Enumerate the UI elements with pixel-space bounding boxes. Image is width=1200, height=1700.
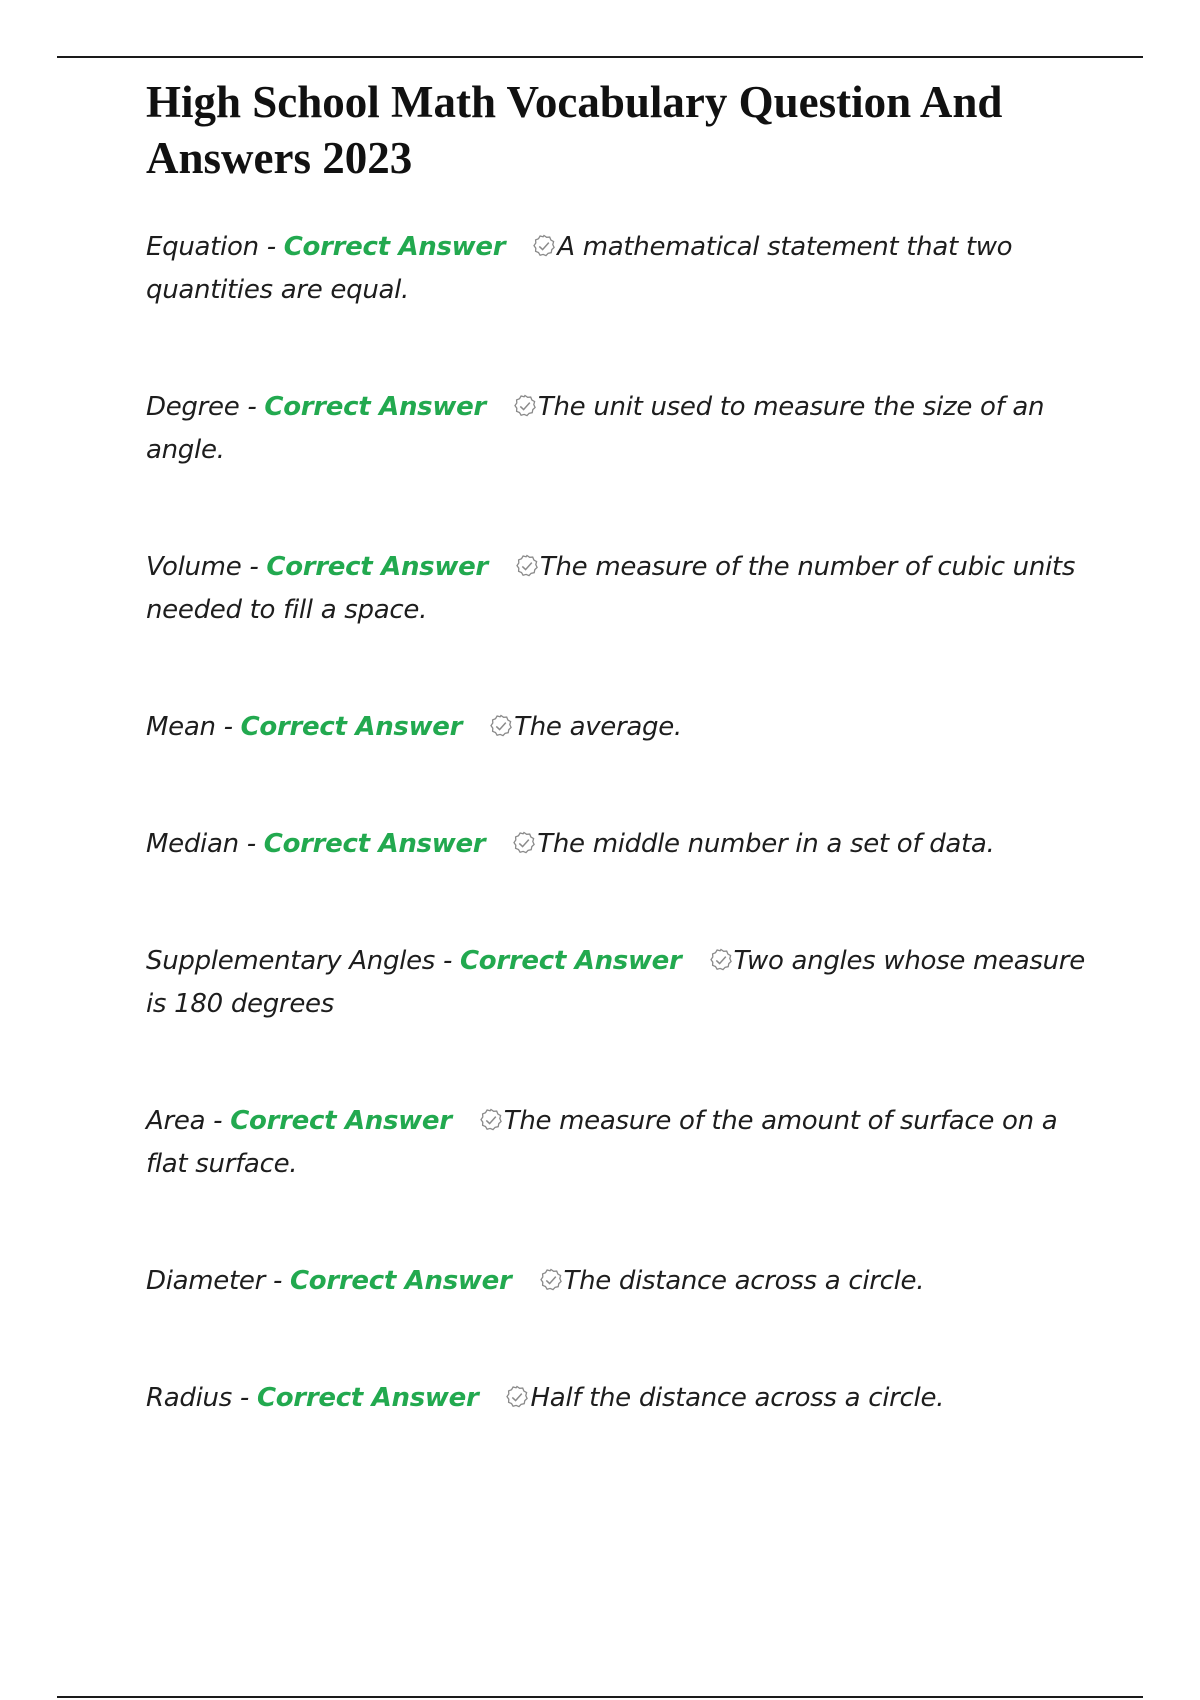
answer-text: The measure of the number of cubic units needed to fill a space. xyxy=(146,552,1076,625)
separator: - xyxy=(238,829,264,859)
term: Diameter xyxy=(146,1266,265,1296)
check-badge-icon xyxy=(511,830,537,856)
correct-answer-label: Correct Answer xyxy=(283,232,506,262)
correct-answer-label: Correct Answer xyxy=(256,1383,479,1413)
term: Radius xyxy=(146,1383,232,1413)
correct-answer-label: Correct Answer xyxy=(264,392,486,422)
list-item xyxy=(146,940,1096,1026)
answer-text: The measure of the amount of surface on a flat surface. xyxy=(146,1106,1058,1179)
list-item xyxy=(146,546,1096,632)
check-badge-icon xyxy=(488,713,514,739)
separator: - xyxy=(264,1266,290,1296)
correct-answer-label: Correct Answer xyxy=(230,1106,452,1136)
bottom-rule xyxy=(57,1696,1143,1698)
list-item xyxy=(146,226,1096,312)
answer-text: A mathematical statement that two quantities are equal. xyxy=(146,232,1013,305)
correct-answer-label: Correct Answer xyxy=(263,829,486,859)
correct-answer-label: Correct Answer xyxy=(460,946,682,976)
separator: - xyxy=(215,712,241,742)
correct-answer-label: Correct Answer xyxy=(290,1266,512,1296)
term: Volume xyxy=(146,552,242,582)
top-rule xyxy=(57,56,1143,58)
list-item xyxy=(146,1100,1096,1186)
term: Area xyxy=(146,1106,206,1136)
term: Supplementary Angles xyxy=(146,946,436,976)
check-badge-icon xyxy=(512,393,538,419)
separator: - xyxy=(258,232,284,262)
list-item xyxy=(146,1377,1096,1420)
check-badge-icon xyxy=(531,233,557,259)
separator: - xyxy=(435,946,461,976)
answer-text: The middle number in a set of data. xyxy=(537,829,995,859)
separator: - xyxy=(205,1106,231,1136)
answer-text: Half the distance across a circle. xyxy=(530,1383,945,1413)
correct-answer-label: Correct Answer xyxy=(240,712,463,742)
correct-answer-label: Correct Answer xyxy=(266,552,488,582)
qa-list xyxy=(146,226,1096,1420)
separator: - xyxy=(241,552,267,582)
list-item xyxy=(146,386,1096,472)
check-badge-icon xyxy=(478,1107,504,1133)
term: Mean xyxy=(146,712,216,742)
separator: - xyxy=(231,1383,257,1413)
list-item xyxy=(146,1260,1096,1303)
term: Degree xyxy=(146,392,240,422)
list-item xyxy=(146,823,1096,866)
check-badge-icon xyxy=(514,553,540,579)
answer-text: The distance across a circle. xyxy=(563,1266,925,1296)
term: Equation xyxy=(146,232,259,262)
page-title: High School Math Vocabulary Question And Answers 2023 xyxy=(146,77,1003,183)
check-badge-icon xyxy=(504,1384,530,1410)
answer-text: The average. xyxy=(514,712,682,742)
list-item xyxy=(146,706,1096,749)
answer-text: Two angles whose measure is 180 degrees xyxy=(146,946,1085,1019)
answer-text: The unit used to measure the size of an angle. xyxy=(146,392,1045,465)
check-badge-icon xyxy=(538,1267,564,1293)
separator: - xyxy=(239,392,265,422)
check-badge-icon xyxy=(708,947,734,973)
document-body xyxy=(146,70,1096,1420)
term: Median xyxy=(146,829,239,859)
